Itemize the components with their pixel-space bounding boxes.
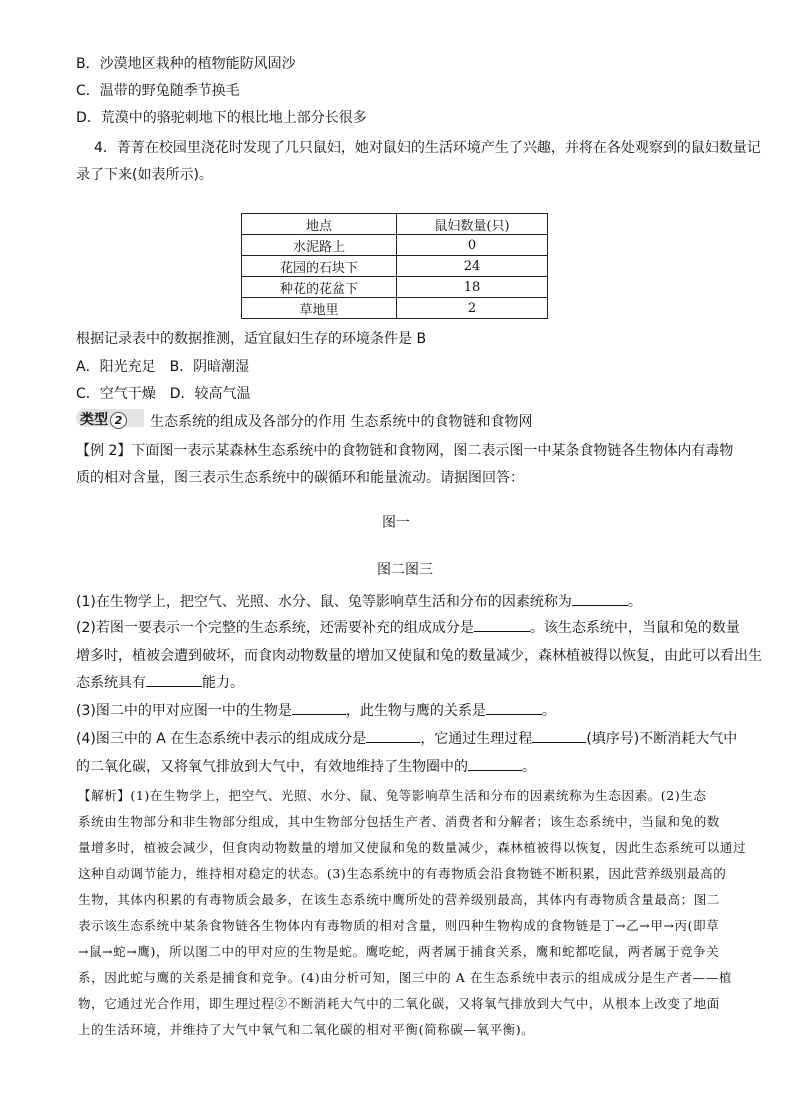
option-c-prev: C．温带的野兔随季节换毛 xyxy=(76,83,240,99)
table-cell-count: 24 xyxy=(397,256,548,277)
figure1-caption: 图一 xyxy=(382,515,410,531)
q3-text-c: 。 xyxy=(541,703,556,719)
table-cell-place: 种花的花盆下 xyxy=(242,277,397,298)
table-header-row xyxy=(242,214,548,235)
answer-blank xyxy=(146,672,202,687)
table-cell-count: 18 xyxy=(397,277,548,298)
figure23-caption: 图二图三 xyxy=(377,562,433,578)
table-header-count: 鼠妇数量(只) xyxy=(397,214,548,235)
table-row xyxy=(242,277,548,298)
analysis-line: 物，它通过光合作用，即生理过程②不断消耗大气中的二氧化碳，又将氧气排放到大气中，从根本上改变了地面 xyxy=(78,996,720,1011)
example2-q1 xyxy=(76,591,642,611)
type-tag-label: 类型 xyxy=(80,412,108,428)
example2-line2: 质的相对含量，图三表示生态系统中的碳循环和能量流动。请据图回答： xyxy=(76,470,524,486)
q4b-text-c: (填序号)不断消耗大气中 xyxy=(586,731,738,747)
analysis-line: 系，因此蛇与鹰的关系是捕食和竞争。(4)由分析可知，图三中的 A 在生态系统中表示的组成成分是生产者——植 xyxy=(78,970,732,985)
analysis-line: 这种自动调节能力，维持相对稳定的状态。(3)生态系统中的有毒物质会沿食物链不断积累，因此营养级别最高的 xyxy=(78,866,727,881)
table-row xyxy=(242,235,548,256)
table-row xyxy=(242,256,548,277)
example2-q4-line2 xyxy=(76,756,536,776)
q4b-text-b: ，它通过生理过程 xyxy=(420,731,533,747)
analysis-line: 系统由生物部分和非生物部分组成，其中生物部分包括生产者、消费者和分解者；该生态系统中，当鼠和兔的数 xyxy=(78,814,720,829)
answer-blank xyxy=(468,756,522,771)
q4-stem-line1: 4．菁菁在校园里浇花时发现了几只鼠妇，她对鼠妇的生活环境产生了兴趣，并将在各处观察到的鼠妇数量记 xyxy=(94,140,761,156)
q1-end: 。 xyxy=(627,594,642,610)
table-cell-place: 草地里 xyxy=(242,298,397,319)
q2-text-e: 能力。 xyxy=(202,675,244,691)
example2-q4-line1 xyxy=(76,728,737,748)
analysis-line: 量增多时，植被会减少，但食肉动物数量的增加又使鼠和兔的数量减少，森林植被得以恢复，因此生态系统可以通过 xyxy=(78,840,747,855)
answer-blank xyxy=(292,700,346,715)
woodlouse-count-table xyxy=(241,213,548,319)
answer-blank xyxy=(486,700,542,715)
answer-blank xyxy=(366,728,420,743)
q4-options-ab: A．阳光充足 B．阴暗潮湿 xyxy=(76,359,250,375)
option-b-prev: B．沙漠地区栽种的植物能防风固沙 xyxy=(76,56,296,72)
analysis-line: 【解析】(1)在生物学上，把空气、光照、水分、鼠、兔等影响草生活和分布的因素统称为生态因素。(2)生态 xyxy=(78,788,707,803)
example2-line1: 【例 2】下面图一表示某森林生态系统中的食物链和食物网，图二表示图一中某条食物链各生物体内有毒物 xyxy=(76,443,734,459)
analysis-line: 生物，其体内积累的有毒物质会最多，在该生态系统中鹰所处的营养级别最高，其体内有毒物质含量最高；图二 xyxy=(78,892,720,907)
q1-text: (1)在生物学上，把空气、光照、水分、鼠、兔等影响草生活和分布的因素统称为 xyxy=(76,594,572,610)
type-tag-number: 2 xyxy=(110,412,127,429)
q4b-text-d: 的二氧化碳，又将氧气排放到大气中，有效地维持了生物圈中的 xyxy=(76,759,468,775)
q4b-text-e: 。 xyxy=(522,759,536,775)
example2-q2-line2: 增多时，植被会遭到破坏，而食肉动物数量的增加又使鼠和兔的数量减少，森林植被得以恢复，由此可以看出生 xyxy=(76,648,762,664)
table-row xyxy=(242,298,548,319)
q2-text-d: 态系统具有 xyxy=(76,675,146,691)
table-cell-place: 水泥路上 xyxy=(242,235,397,256)
q3-text-b: ，此生物与鹰的关系是 xyxy=(345,703,486,719)
q4b-text-a: (4)图三中的 A 在生态系统中表示的组成成分是 xyxy=(76,731,367,747)
example2-q2-line1 xyxy=(76,617,740,637)
analysis-line: 表示该生态系统中某条食物链各生物体内有毒物质的相对含量，则四种生物构成的食物链是丁→乙→甲→丙(即草 xyxy=(78,918,720,933)
type-tag xyxy=(80,409,127,429)
table-header-place: 地点 xyxy=(242,214,397,235)
example2-q2-line3 xyxy=(76,672,244,692)
answer-blank xyxy=(572,591,628,606)
q4-stem-line2: 录了下来(如表所示)。 xyxy=(76,167,213,183)
q2-text-b: 。该生态系统中，当鼠和兔的数量 xyxy=(529,620,740,636)
table-cell-place: 花园的石块下 xyxy=(242,256,397,277)
answer-blank xyxy=(532,728,586,743)
example2-q3 xyxy=(76,700,556,720)
table-cell-count: 2 xyxy=(397,298,548,319)
table-cell-count: 0 xyxy=(397,235,548,256)
q3-text-a: (3)图二中的甲对应图一中的生物是 xyxy=(76,703,292,719)
answer-blank xyxy=(474,617,530,632)
q2-text-a: (2)若图一要表示一个完整的生态系统，还需要补充的组成成分是 xyxy=(76,620,474,636)
option-d-prev: D．荒漠中的骆驼刺地下的根比地上部分长很多 xyxy=(76,110,367,126)
q4-question: 根据记录表中的数据推测，适宜鼠妇生存的环境条件是 B xyxy=(76,331,427,347)
q4-options-cd: C．空气干燥 D．较高气温 xyxy=(76,386,251,402)
type2-title: 生态系统的组成及各部分的作用 生态系统中的食物链和食物网 xyxy=(150,414,533,430)
analysis-line: →鼠→蛇→鹰)，所以图二中的甲对应的生物是蛇。鹰吃蛇，两者属于捕食关系，鹰和蛇都吃鼠，两者属于竞争关 xyxy=(78,944,720,959)
analysis-line: 上的生活环境，并维持了大气中氧气和二氧化碳的相对平衡(简称碳—氧平衡)。 xyxy=(78,1022,535,1037)
